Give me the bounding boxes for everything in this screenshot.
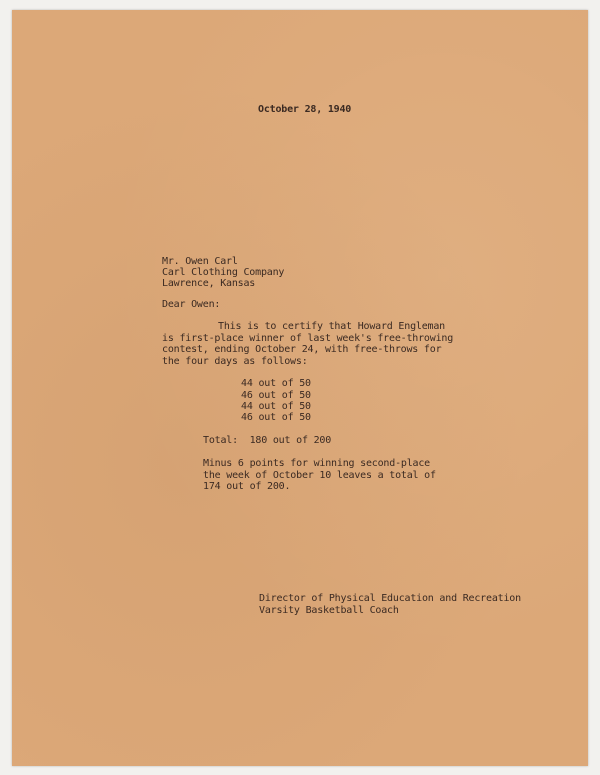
score-line: 46 out of 50 <box>241 412 311 423</box>
signature-title-line-1: Director of Physical Education and Recreation <box>259 593 521 604</box>
recipient-company: Carl Clothing Company <box>162 267 285 278</box>
score-line: 44 out of 50 <box>241 378 311 389</box>
letter-date: October 28, 1940 <box>258 104 352 115</box>
recipient-location: Lawrence, Kansas <box>162 278 256 289</box>
note-line-2: the week of October 10 leaves a total of <box>203 470 436 481</box>
body-line-1: This is to certify that Howard Engleman <box>218 321 445 332</box>
total-line: Total: 180 out of 200 <box>203 435 332 446</box>
body-line-4: the four days as follows: <box>162 356 308 367</box>
recipient-name: Mr. Owen Carl <box>162 256 238 267</box>
score-line: 44 out of 50 <box>241 401 311 412</box>
body-line-3: contest, ending October 24, with free-throws for <box>162 344 442 355</box>
signature-title-line-2: Varsity Basketball Coach <box>259 605 399 616</box>
salutation: Dear Owen: <box>162 299 221 310</box>
body-line-2: is first-place winner of last week's free-throwing <box>162 333 454 344</box>
score-line: 46 out of 50 <box>241 390 311 401</box>
note-line-3: 174 out of 200. <box>203 481 291 492</box>
note-line-1: Minus 6 points for winning second-place <box>203 458 430 469</box>
